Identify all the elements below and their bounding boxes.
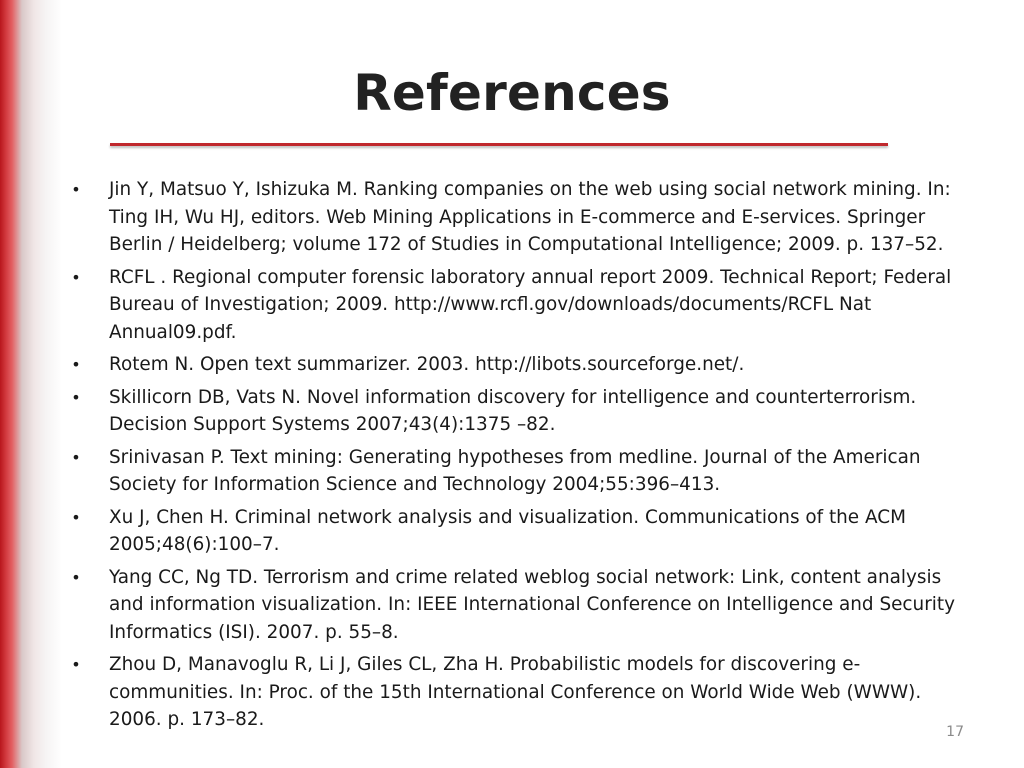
reference-text: Yang CC, Ng TD. Terrorism and crime related weblog social network: Link, content analysis and information visualization. In: IEEE International Conference on Intelligence and Security Informatics (ISI). 2007. p. 55–8.	[109, 566, 955, 643]
reference-item	[70, 564, 970, 647]
bullet-icon: •	[71, 387, 81, 407]
reference-list	[70, 176, 970, 739]
slide-title: References	[353, 64, 671, 122]
bullet-icon: •	[71, 267, 81, 287]
bullet-icon: •	[71, 180, 81, 199]
reference-text: Rotem N. Open text summarizer. 2003. http://libots.sourceforge.net/.	[109, 354, 745, 375]
bullet-icon: •	[71, 355, 81, 374]
page-number: 17	[946, 724, 964, 740]
title-underline	[110, 143, 888, 146]
reference-item	[70, 351, 970, 379]
bullet-icon: •	[71, 507, 81, 527]
reference-text: Skillicorn DB, Vats N. Novel information discovery for intelligence and counterterrorism. Decision Support Systems 2007;43(4):1375 –82.	[109, 386, 917, 435]
reference-text: Xu J, Chen H. Criminal network analysis and visualization. Communications of the ACM 2005;48(6):100–7.	[109, 506, 906, 555]
bullet-icon: •	[71, 447, 81, 467]
reference-text: Jin Y, Matsuo Y, Ishizuka M. Ranking companies on the web using social network mining. In: Ting IH, Wu HJ, editors. Web Mining Applications in E-commerce and E-services. Springer Berlin / Heidelberg; volume 172 of Studies in Computational Intelligence; 2009. p. 137–52.	[109, 179, 951, 255]
reference-item	[70, 651, 970, 734]
bullet-icon: •	[71, 655, 81, 674]
reference-item	[70, 504, 970, 559]
reference-item	[70, 444, 970, 499]
bullet-icon: •	[71, 567, 81, 587]
reference-item	[70, 176, 970, 259]
reference-text: RCFL . Regional computer forensic laboratory annual report 2009. Technical Report; Federal Bureau of Investigation; 2009. http://www.rcfl.gov/downloads/documents/RCFL Nat Annual09.pdf.	[109, 266, 952, 343]
reference-text: Zhou D, Manavoglu R, Li J, Giles CL, Zha H. Probabilistic models for discovering e-communities. In: Proc. of the 15th International Conference on World Wide Web (WWW). 2006. p. 173–82.	[109, 654, 922, 730]
reference-item	[70, 264, 970, 347]
reference-item	[70, 384, 970, 439]
reference-text: Srinivasan P. Text mining: Generating hypotheses from medline. Journal of the American Society for Information Science and Technology 2004;55:396–413.	[109, 446, 921, 495]
